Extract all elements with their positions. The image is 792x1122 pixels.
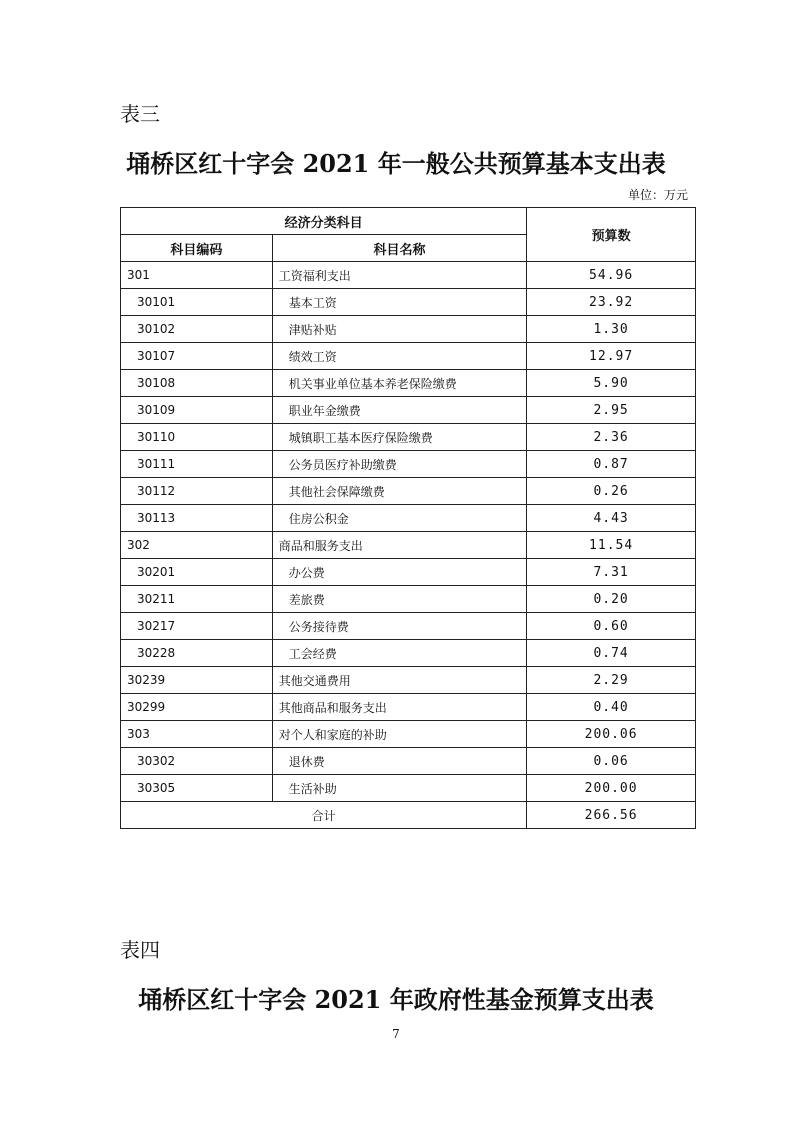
row-name: 基本工资 <box>272 289 526 316</box>
row-value: 11.54 <box>527 532 696 559</box>
row-value: 7.31 <box>527 559 696 586</box>
row-code: 30101 <box>121 289 273 316</box>
row-code: 301 <box>121 262 273 289</box>
row-name: 其他交通费用 <box>272 667 526 694</box>
row-code: 302 <box>121 532 273 559</box>
row-name: 退休费 <box>272 748 526 775</box>
row-value: 200.00 <box>527 775 696 802</box>
table3-title: 埇桥区红十字会 2021 年一般公共预算基本支出表 <box>126 149 666 178</box>
row-value: 2.36 <box>527 424 696 451</box>
row-code: 30113 <box>121 505 273 532</box>
header-amount: 预算数 <box>527 208 696 262</box>
table-row <box>121 478 696 505</box>
row-value: 0.60 <box>527 613 696 640</box>
table-row <box>121 613 696 640</box>
unit-label: 单位：万元 <box>627 188 688 202</box>
table-row <box>121 640 696 667</box>
row-code: 30107 <box>121 343 273 370</box>
table4-title: 埇桥区红十字会 2021 年政府性基金预算支出表 <box>138 985 654 1014</box>
row-value: 0.06 <box>527 748 696 775</box>
table-row <box>121 289 696 316</box>
row-value: 0.20 <box>527 586 696 613</box>
row-code: 30110 <box>121 424 273 451</box>
table-row <box>121 532 696 559</box>
row-code: 30305 <box>121 775 273 802</box>
total-row <box>121 802 696 829</box>
row-code: 30211 <box>121 586 273 613</box>
row-code: 30108 <box>121 370 273 397</box>
row-value: 4.43 <box>527 505 696 532</box>
row-name: 机关事业单位基本养老保险缴费 <box>272 370 526 397</box>
row-name: 职业年金缴费 <box>272 397 526 424</box>
row-name: 城镇职工基本医疗保险缴费 <box>272 424 526 451</box>
row-name: 公务接待费 <box>272 613 526 640</box>
row-value: 12.97 <box>527 343 696 370</box>
row-code: 30102 <box>121 316 273 343</box>
header-code: 科目编码 <box>121 235 273 262</box>
table-body <box>121 262 696 802</box>
table-row <box>121 694 696 721</box>
row-name: 其他社会保障缴费 <box>272 478 526 505</box>
row-name: 商品和服务支出 <box>272 532 526 559</box>
row-name: 对个人和家庭的补助 <box>272 721 526 748</box>
row-code: 30239 <box>121 667 273 694</box>
row-value: 0.26 <box>527 478 696 505</box>
row-code: 30109 <box>121 397 273 424</box>
row-name: 绩效工资 <box>272 343 526 370</box>
row-value: 2.95 <box>527 397 696 424</box>
table-row <box>121 451 696 478</box>
row-name: 生活补助 <box>272 775 526 802</box>
row-code: 30112 <box>121 478 273 505</box>
row-value: 23.92 <box>527 289 696 316</box>
row-value: 2.29 <box>527 667 696 694</box>
table-row <box>121 505 696 532</box>
row-code: 303 <box>121 721 273 748</box>
row-name: 办公费 <box>272 559 526 586</box>
budget-table <box>120 207 696 829</box>
table-row <box>121 343 696 370</box>
row-code: 30111 <box>121 451 273 478</box>
row-name: 住房公积金 <box>272 505 526 532</box>
row-name: 工会经费 <box>272 640 526 667</box>
row-value: 0.87 <box>527 451 696 478</box>
table-row <box>121 586 696 613</box>
table-row <box>121 262 696 289</box>
total-label: 合计 <box>121 802 527 829</box>
table-row <box>121 667 696 694</box>
row-name: 工资福利支出 <box>272 262 526 289</box>
row-name: 其他商品和服务支出 <box>272 694 526 721</box>
header-economic-category: 经济分类科目 <box>121 208 527 235</box>
row-code: 30228 <box>121 640 273 667</box>
row-value: 54.96 <box>527 262 696 289</box>
row-name: 差旅费 <box>272 586 526 613</box>
row-code: 30299 <box>121 694 273 721</box>
table-row <box>121 397 696 424</box>
row-value: 0.74 <box>527 640 696 667</box>
header-name: 科目名称 <box>272 235 526 262</box>
row-value: 5.90 <box>527 370 696 397</box>
row-value: 200.06 <box>527 721 696 748</box>
table4-label: 表四 <box>120 938 160 962</box>
row-value: 0.40 <box>527 694 696 721</box>
table-row <box>121 748 696 775</box>
table3-label: 表三 <box>120 102 160 126</box>
table-row <box>121 424 696 451</box>
row-name: 津贴补贴 <box>272 316 526 343</box>
table-row <box>121 370 696 397</box>
row-name: 公务员医疗补助缴费 <box>272 451 526 478</box>
table-row <box>121 775 696 802</box>
row-code: 30217 <box>121 613 273 640</box>
row-code: 30302 <box>121 748 273 775</box>
table-row <box>121 721 696 748</box>
table-row <box>121 316 696 343</box>
table-row <box>121 559 696 586</box>
page-number: 7 <box>392 1027 400 1041</box>
row-code: 30201 <box>121 559 273 586</box>
row-value: 1.30 <box>527 316 696 343</box>
total-value: 266.56 <box>527 802 696 829</box>
